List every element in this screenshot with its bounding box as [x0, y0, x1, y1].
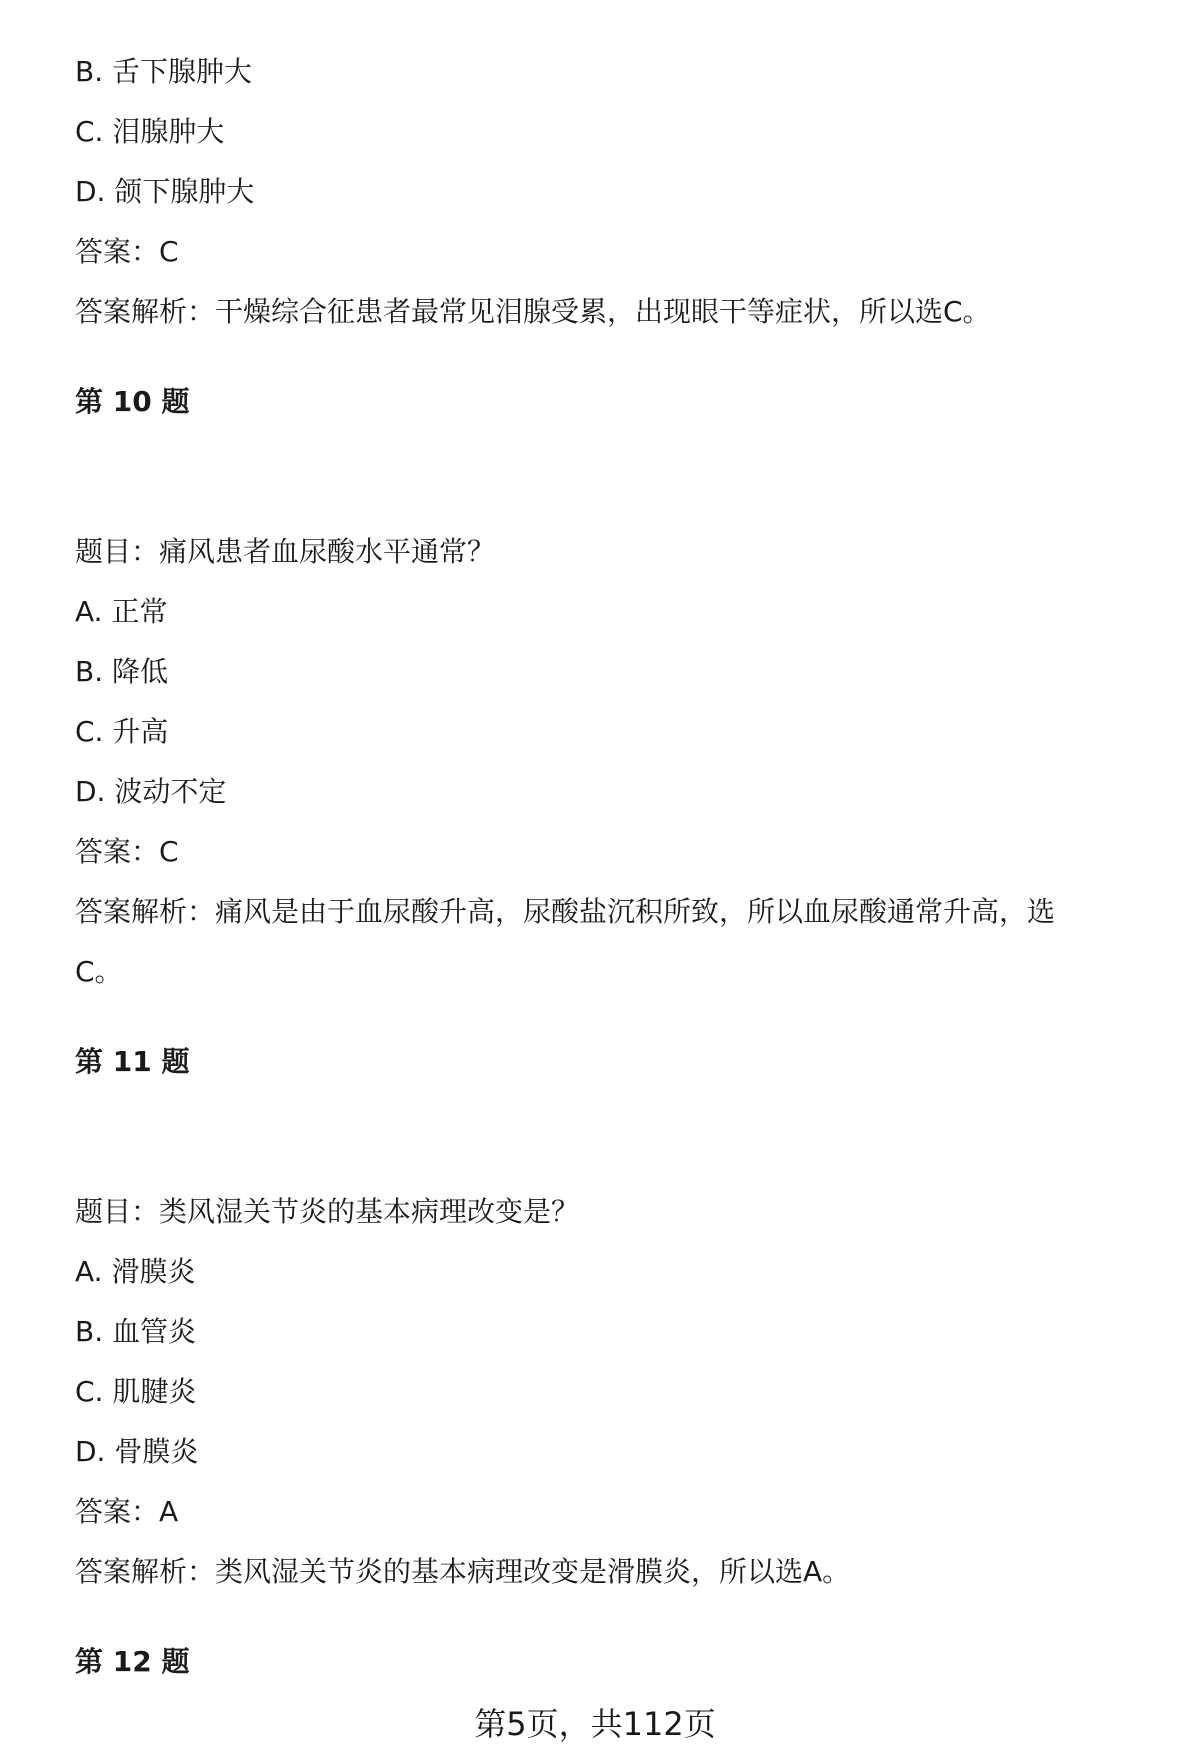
q11-option-a: A. 滑膜炎: [75, 1255, 196, 1288]
q9-answer: 答案：C: [75, 235, 179, 268]
page-indicator: 第5页，共112页: [474, 1705, 716, 1743]
q11-explanation: 答案解析：类风湿关节炎的基本病理改变是滑膜炎，所以选A。: [75, 1555, 851, 1588]
q9-option-d: D. 颌下腺肿大: [75, 175, 255, 208]
q10-option-d: D. 波动不定: [75, 775, 227, 808]
q10-explanation-line1: 答案解析：痛风是由于血尿酸升高，尿酸盐沉积所致，所以血尿酸通常升高，选: [75, 895, 1056, 928]
q10-option-b: B. 降低: [75, 655, 169, 688]
q10-option-a: A. 正常: [75, 595, 168, 628]
q10-option-c: C. 升高: [75, 715, 169, 748]
q9-option-b: B. 舌下腺肿大: [75, 55, 253, 88]
q11-option-d: D. 骨膜炎: [75, 1435, 199, 1468]
q10-answer: 答案：C: [75, 835, 179, 868]
q11-option-b: B. 血管炎: [75, 1315, 197, 1348]
q9-option-c: C. 泪腺肿大: [75, 115, 225, 148]
q11-question: 题目：类风湿关节炎的基本病理改变是？: [75, 1195, 580, 1228]
q11-option-c: C. 肌腱炎: [75, 1375, 197, 1408]
q10-explanation-line2: C。: [75, 955, 123, 988]
q11-answer: 答案：A: [75, 1495, 179, 1528]
q12-heading: 第 12 题: [75, 1645, 190, 1678]
q11-heading: 第 11 题: [75, 1045, 190, 1078]
q10-heading: 第 10 题: [75, 385, 190, 418]
q10-question: 题目：痛风患者血尿酸水平通常？: [75, 535, 496, 568]
q9-explanation: 答案解析：干燥综合征患者最常见泪腺受累，出现眼干等症状，所以选C。: [75, 295, 991, 328]
